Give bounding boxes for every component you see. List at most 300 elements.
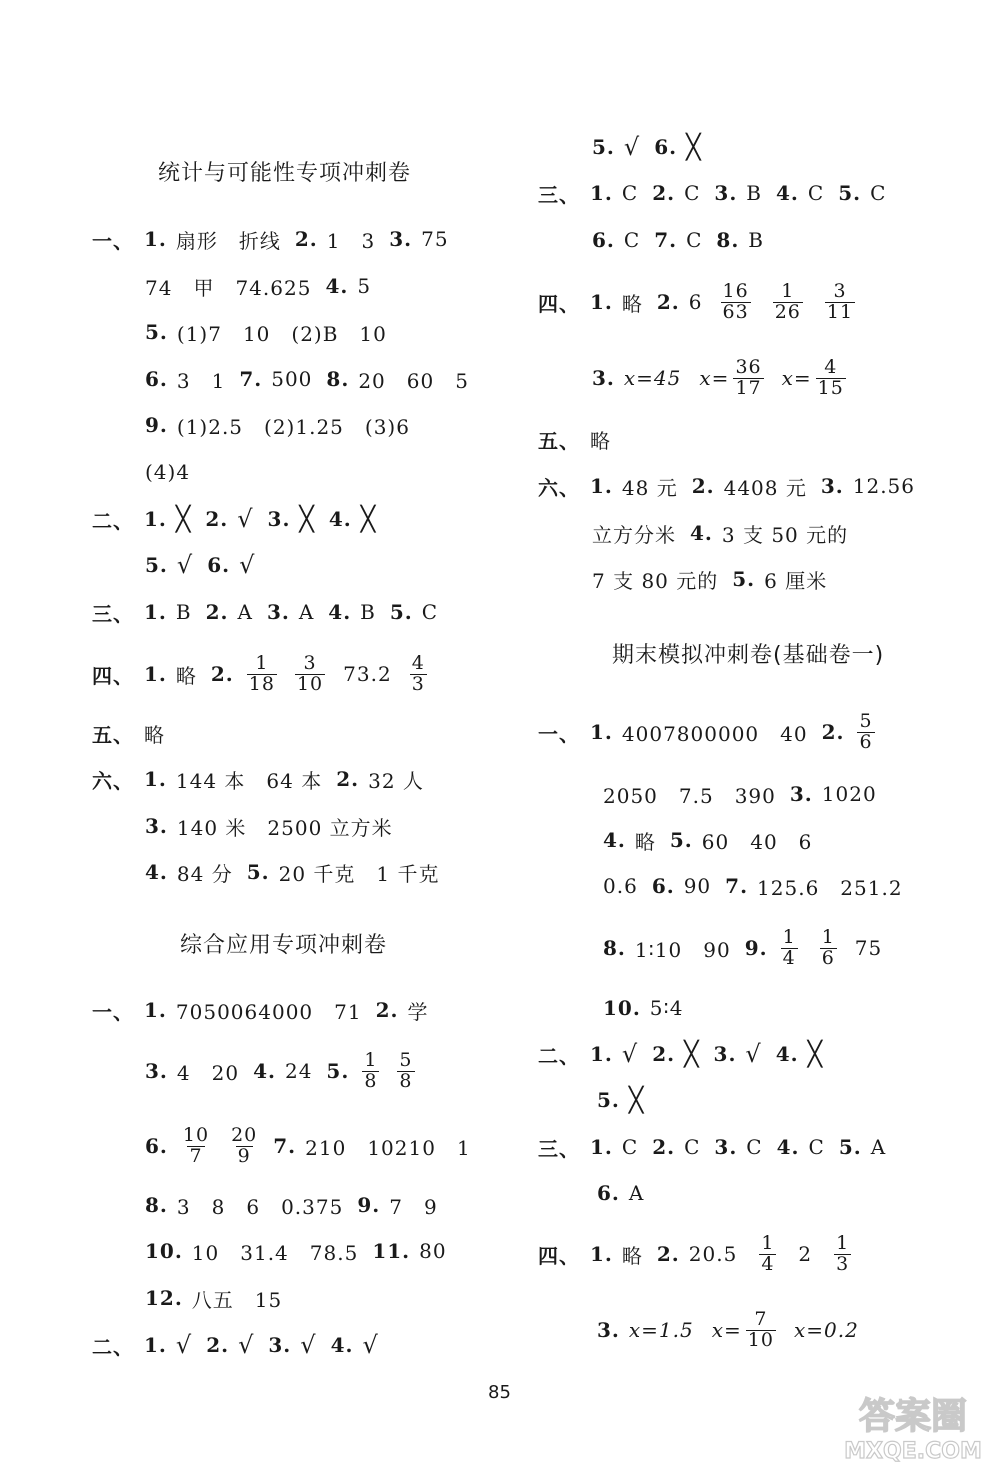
answer-value: 略 — [175, 663, 197, 688]
item-number: 3. — [789, 782, 813, 806]
answer-seg — [790, 782, 877, 806]
answer-seg — [652, 181, 700, 205]
denominator: 17 — [735, 376, 762, 399]
answer-seg — [838, 181, 886, 205]
numerator: 16 — [722, 279, 749, 302]
answer-value: B — [360, 600, 376, 624]
answer-mark: ╳ — [175, 505, 192, 533]
answer-value: 0.6 — [603, 874, 638, 898]
answer-seg — [376, 996, 429, 1025]
item-number: 1. — [144, 227, 167, 251]
answer-seg — [239, 367, 312, 391]
fraction — [362, 1048, 379, 1092]
answer-seg — [144, 600, 192, 624]
section-title-applications: 综合应用专项冲刺卷 — [180, 933, 388, 958]
answer-seg — [389, 227, 448, 251]
answer-mark: ╳ — [299, 505, 315, 533]
answer-seg — [268, 1331, 316, 1359]
answer-line — [145, 1182, 452, 1228]
item-number: 1. — [590, 720, 613, 744]
numerator: 1 — [364, 1048, 378, 1071]
answer-value: C — [686, 228, 703, 252]
item-number: 2. — [821, 720, 845, 744]
denominator: 9 — [237, 1144, 251, 1167]
answer-seg — [592, 519, 676, 548]
question-label: 六、 — [538, 475, 580, 500]
answer-mark: ╳ — [807, 1040, 824, 1068]
answer-value: (1)2.5 (2)1.25 (3)6 — [176, 414, 410, 439]
answer-line — [92, 756, 438, 802]
item-number: 1. — [590, 474, 613, 498]
item-number: 2. — [656, 1242, 680, 1266]
item-number: 1. — [590, 1242, 613, 1266]
question-label: 一、 — [538, 721, 580, 746]
answer-value: 1∶10 90 — [634, 937, 731, 962]
answer-value: B — [748, 228, 764, 252]
answer-value: C — [746, 1135, 763, 1159]
answer-value: (1)7 10 (2)B 10 — [176, 321, 387, 346]
answer-value: 略 — [621, 1243, 643, 1268]
fraction — [834, 1231, 851, 1275]
answer-value: 73.2 — [343, 662, 392, 686]
answer-line — [603, 817, 826, 863]
answer-value: 3 8 6 0.375 — [176, 1194, 344, 1219]
answer-value: C — [621, 1135, 639, 1159]
item-number: 2. — [691, 474, 715, 498]
answer-seg — [654, 133, 701, 161]
item-number: 7. — [273, 1134, 297, 1158]
item-number: 6. — [651, 874, 675, 898]
item-number: 3. — [268, 1333, 292, 1357]
denominator: 63 — [722, 300, 749, 323]
answer-seg — [145, 272, 311, 301]
item-number: 4. — [328, 507, 352, 531]
answer-value: 2 — [798, 1242, 813, 1266]
answer-seg — [652, 874, 711, 898]
answer-seg — [670, 826, 813, 855]
answer-seg — [372, 1239, 446, 1263]
answer-seg — [603, 826, 656, 855]
answer-seg — [329, 505, 376, 533]
answer-value: 3 支 50 元的 — [721, 522, 849, 547]
fraction — [816, 355, 846, 399]
answer-line — [603, 922, 882, 974]
answer-seg — [590, 1135, 638, 1159]
answer-value: 10 31.4 78.5 — [191, 1240, 359, 1265]
answer-value: 2050 7.5 390 — [603, 783, 776, 808]
numerator: 1 — [255, 651, 269, 674]
answer-seg — [144, 225, 281, 254]
item-number: 4. — [330, 1333, 354, 1357]
answer-seg — [206, 600, 253, 624]
answer-value: 八五 15 — [191, 1287, 283, 1312]
answer-value: 扇形 折线 — [175, 228, 281, 253]
answer-line — [145, 1120, 471, 1172]
item-number: 10. — [603, 996, 641, 1020]
section-title-statistics: 统计与可能性专项冲刺卷 — [158, 161, 412, 186]
answer-value: 500 — [271, 367, 313, 391]
numerator: 1 — [821, 925, 835, 948]
answer-value: 125.6 251.2 — [757, 875, 903, 900]
item-number: 1. — [144, 998, 167, 1022]
answer-value: C — [421, 600, 439, 624]
answer-seg — [776, 1040, 823, 1068]
numerator: 4 — [824, 355, 838, 378]
answer-value: 略 — [144, 722, 165, 747]
answer-value: 5 — [357, 274, 372, 298]
item-number: 4. — [775, 1042, 799, 1066]
answer-line — [597, 1304, 859, 1356]
answer-line — [538, 1228, 855, 1280]
answer-seg — [597, 1086, 644, 1114]
item-number: 4. — [776, 181, 799, 205]
answer-value: A — [298, 600, 315, 624]
item-number: 6. — [145, 1134, 168, 1158]
answer-line — [92, 648, 431, 700]
item-number: 5. — [838, 1135, 862, 1159]
fraction — [773, 279, 803, 323]
answer-line — [145, 849, 453, 895]
answer-value: 7 支 80 元的 — [592, 568, 719, 593]
answer-value: 75 — [854, 936, 883, 960]
answer-value: A — [628, 1181, 645, 1205]
item-number: 5. — [669, 828, 693, 852]
item-number: 5. — [246, 860, 270, 884]
answer-line — [597, 1077, 658, 1123]
fraction — [781, 925, 798, 969]
answer-mark: ╳ — [360, 505, 377, 533]
answer-value: 4007800000 40 — [621, 721, 808, 746]
item-number: 2. — [206, 1333, 230, 1357]
item-number: 2. — [205, 507, 229, 531]
answer-line — [145, 542, 269, 588]
answer-value: C — [684, 181, 701, 205]
fraction — [181, 1123, 211, 1167]
item-number: 3. — [820, 474, 844, 498]
answer-value: 略 — [590, 428, 611, 453]
answer-seg — [325, 274, 371, 298]
answer-value: A — [870, 1135, 887, 1159]
item-number: 1. — [590, 290, 613, 314]
answer-value: 立方分米 — [592, 522, 676, 547]
answer-line — [145, 1228, 461, 1274]
answer-seg — [145, 365, 225, 394]
answer-seg — [592, 133, 640, 161]
item-number: 4. — [690, 521, 713, 545]
answer-value: 74 甲 74.625 — [145, 275, 312, 300]
numerator: 4 — [411, 651, 425, 674]
answer-line — [592, 556, 841, 602]
fraction — [746, 1307, 776, 1351]
answer-value: C — [807, 181, 825, 205]
denominator: 8 — [399, 1069, 413, 1092]
question-label: 一、 — [92, 999, 134, 1024]
svg-text:答案圈: 答案圈 — [858, 1396, 968, 1437]
fraction — [759, 1231, 776, 1275]
item-number: 8. — [145, 1193, 168, 1217]
answer-seg — [590, 1040, 638, 1068]
answer-seg — [326, 365, 469, 394]
numerator: 1 — [782, 925, 796, 948]
answer-mark: √ — [300, 1331, 317, 1359]
answer-line — [92, 987, 442, 1033]
item-number: 4. — [253, 1059, 276, 1083]
answer-seg — [716, 228, 764, 252]
fraction — [410, 651, 427, 695]
answer-seg — [603, 780, 776, 809]
question-label: 四、 — [92, 663, 134, 688]
item-number: 6. — [654, 135, 678, 159]
item-number: 5. — [326, 1059, 350, 1083]
answer-line — [538, 1124, 900, 1170]
numerator: 20 — [231, 1123, 258, 1146]
answer-seg — [714, 181, 762, 205]
answer-value: 32 人 — [368, 768, 424, 793]
item-number: 1. — [590, 181, 613, 205]
answer-value: A — [237, 600, 253, 624]
answer-value: 7050064000 71 — [175, 999, 362, 1024]
answer-value: 7 9 — [389, 1194, 438, 1219]
answer-seg — [295, 225, 375, 254]
answer-value: C — [623, 228, 641, 252]
item-number: 2. — [294, 227, 318, 251]
answer-seg — [597, 1181, 644, 1205]
question-label: 四、 — [538, 291, 580, 316]
answer-value: x=1.5 — [628, 1318, 694, 1342]
item-number: 4. — [776, 1135, 800, 1159]
item-number: 2. — [375, 998, 399, 1022]
answer-line — [92, 496, 390, 542]
item-number: 9. — [357, 1193, 381, 1217]
item-number: 2. — [205, 600, 229, 624]
answer-mark: √ — [239, 551, 256, 579]
answer-seg — [267, 600, 314, 624]
answer-value: x= — [711, 1318, 742, 1342]
item-number: 6. — [597, 1181, 620, 1205]
fraction — [721, 279, 751, 323]
question-label: 四、 — [538, 1243, 580, 1268]
answer-seg — [328, 600, 376, 624]
answer-mark: √ — [237, 505, 254, 533]
answer-seg — [652, 1135, 700, 1159]
answer-line — [603, 863, 917, 909]
item-number: 2. — [652, 1135, 676, 1159]
answer-seg — [336, 765, 424, 794]
watermark-logo — [838, 1388, 988, 1468]
item-number: 2. — [336, 767, 360, 791]
answer-value: C — [870, 181, 887, 205]
item-number: 7. — [654, 228, 678, 252]
item-number: 11. — [372, 1239, 411, 1263]
item-number: 7. — [239, 367, 263, 391]
item-number: 8. — [326, 367, 350, 391]
item-number: 5. — [145, 320, 168, 344]
answer-seg — [714, 1135, 762, 1159]
answer-line — [145, 449, 204, 495]
question-label: 二、 — [538, 1043, 580, 1068]
answer-value: 略 — [621, 291, 643, 316]
answer-line — [538, 170, 900, 216]
answer-mark: √ — [623, 133, 641, 161]
denominator: 3 — [836, 1252, 850, 1275]
answer-value: x= — [699, 366, 730, 390]
answer-value: 5∶4 — [649, 996, 684, 1020]
section-title-final-mock: 期末模拟冲刺卷(基础卷一) — [612, 643, 885, 668]
item-number: 3. — [592, 366, 615, 390]
answer-value: x=0.2 — [793, 1318, 859, 1342]
numerator: 3 — [833, 279, 847, 302]
item-number: 9. — [145, 413, 168, 437]
denominator: 18 — [248, 672, 275, 695]
answer-seg — [603, 874, 638, 898]
item-number: 5. — [732, 567, 756, 591]
answer-value: 4 20 — [176, 1060, 240, 1085]
item-number: 1. — [590, 1042, 613, 1066]
question-label: 一、 — [92, 228, 134, 253]
answer-line — [538, 463, 929, 509]
answer-seg — [821, 474, 915, 498]
item-number: 2. — [652, 181, 676, 205]
question-label: 六、 — [92, 768, 134, 793]
item-number: 4. — [328, 600, 352, 624]
answer-seg — [205, 505, 253, 533]
item-number: 3. — [266, 600, 290, 624]
fraction — [857, 709, 874, 753]
answer-seg — [692, 472, 807, 501]
answer-seg — [144, 996, 362, 1025]
answer-line — [538, 706, 879, 758]
item-number: 6. — [592, 228, 615, 252]
item-number: 3. — [713, 1042, 737, 1066]
question-label: 二、 — [92, 508, 134, 533]
answer-line — [603, 985, 697, 1031]
answer-seg — [145, 1237, 358, 1266]
answer-value: x=45 — [623, 366, 682, 390]
answer-value: 20.5 — [688, 1242, 738, 1266]
numerator: 5 — [859, 709, 873, 732]
answer-seg — [590, 181, 638, 205]
answer-value: C — [808, 1135, 825, 1159]
item-number: 5. — [597, 1088, 620, 1112]
answer-value: 48 元 — [621, 475, 678, 500]
denominator: 8 — [364, 1069, 378, 1092]
denominator: 7 — [189, 1144, 203, 1167]
answer-line — [145, 263, 385, 309]
answer-seg — [145, 1284, 282, 1313]
numerator: 1 — [781, 279, 795, 302]
answer-mark: ╳ — [628, 1086, 645, 1114]
item-number: 12. — [145, 1286, 183, 1310]
fraction — [733, 355, 763, 399]
answer-seg — [776, 181, 824, 205]
page-number: 85 — [488, 1382, 511, 1403]
item-number: 3. — [714, 1135, 738, 1159]
answer-value: 学 — [407, 999, 429, 1024]
answer-value: 4408 元 — [723, 475, 807, 500]
numerator: 10 — [182, 1123, 210, 1146]
numerator: 5 — [399, 1048, 413, 1071]
item-number: 6. — [207, 553, 231, 577]
answer-value: 60 40 6 — [701, 829, 813, 854]
denominator: 15 — [817, 376, 844, 399]
answer-value: 75 — [421, 227, 449, 251]
answer-seg — [145, 318, 387, 347]
fraction — [295, 651, 325, 695]
answer-seg — [732, 565, 827, 594]
item-number: 6. — [145, 367, 168, 391]
answer-value: 140 米 2500 立方米 — [176, 815, 393, 840]
item-number: 10. — [145, 1239, 183, 1263]
answer-value: 90 — [683, 874, 712, 898]
answer-seg — [390, 600, 438, 624]
fraction — [825, 279, 855, 323]
answer-line — [145, 803, 407, 849]
item-number: 3. — [597, 1318, 620, 1342]
question-label: 三、 — [92, 601, 134, 626]
item-number: 1. — [144, 767, 167, 791]
item-number: 1. — [590, 1135, 613, 1159]
denominator: 3 — [411, 672, 425, 695]
numerator: 3 — [303, 651, 317, 674]
answer-value: 1 3 — [326, 228, 376, 253]
item-number: 2. — [656, 290, 680, 314]
answer-line — [92, 710, 165, 756]
item-number: 9. — [744, 936, 768, 960]
answer-value: C — [684, 1135, 701, 1159]
answer-line — [592, 352, 850, 404]
item-number: 8. — [603, 936, 626, 960]
answer-line — [92, 589, 452, 635]
item-number: 5. — [592, 135, 615, 159]
question-label: 三、 — [538, 1136, 580, 1161]
answer-line — [603, 771, 891, 817]
answer-value: 20 千克 1 千克 — [278, 861, 440, 886]
answer-seg — [145, 812, 393, 841]
answer-seg — [654, 228, 702, 252]
denominator: 26 — [774, 300, 801, 323]
denominator: 4 — [761, 1252, 775, 1275]
answer-value: 6 — [688, 290, 703, 314]
answer-mark: √ — [176, 551, 194, 579]
answer-seg — [690, 519, 848, 548]
item-number: 1. — [144, 507, 167, 531]
answer-seg — [652, 1040, 699, 1068]
answer-seg — [592, 228, 640, 252]
answer-line — [592, 217, 778, 263]
answer-value: C — [621, 181, 639, 205]
svg-text:MXQE.COM: MXQE.COM — [844, 1439, 982, 1464]
answer-value: 略 — [634, 829, 656, 854]
answer-line — [592, 510, 862, 556]
answer-mark: √ — [238, 1331, 255, 1359]
answer-seg — [777, 1135, 825, 1159]
denominator: 10 — [296, 672, 324, 695]
item-number: 3. — [267, 507, 291, 531]
answer-seg — [714, 1040, 762, 1068]
answer-mark: √ — [362, 1331, 379, 1359]
denominator: 4 — [782, 946, 796, 969]
answer-seg — [145, 460, 190, 484]
answer-seg — [357, 1191, 437, 1220]
question-label: 二、 — [92, 1334, 134, 1359]
item-number: 4. — [325, 274, 349, 298]
answer-value: B — [175, 600, 192, 624]
answer-line — [92, 216, 463, 262]
item-number: 2. — [210, 662, 234, 686]
answer-seg — [247, 858, 440, 887]
answer-seg — [144, 765, 322, 794]
answer-mark: ╳ — [684, 1040, 700, 1068]
